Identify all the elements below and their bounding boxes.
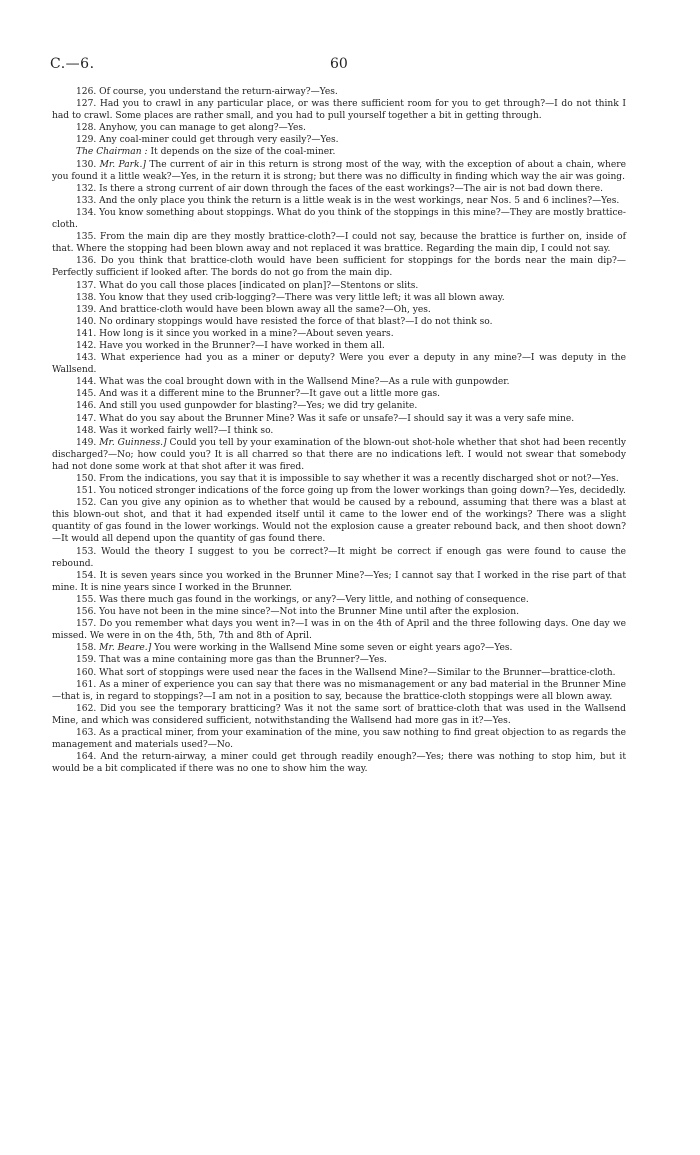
testimony-paragraph <box>52 606 626 618</box>
testimony-paragraph <box>52 594 626 606</box>
testimony-paragraph <box>52 400 626 412</box>
testimony-paragraph <box>52 703 626 727</box>
paragraph-text: Could you tell by your examination of the blown-out shot-hole whether that shot had been recently discharged?—No; how could you? It is all charred so that there are no indications left. I would not swear that somebody had not done some work at that shot after it was fired. <box>52 437 626 472</box>
paragraph-text: 154. It is seven years since you worked in the Brunner Mine?—Yes; I cannot say that I worked in the rise part of that mine. It is nine years since I worked in the Brunner. <box>52 570 626 593</box>
paragraph-text: 129. Any coal-miner could get through very easily?—Yes. <box>76 135 339 146</box>
testimony-paragraph <box>52 316 626 328</box>
document-code: C.—6. <box>50 56 95 72</box>
testimony-paragraph <box>52 340 626 352</box>
testimony-paragraph <box>52 618 626 642</box>
paragraph-text: 152. Can you give any opinion as to whether that would be caused by a rebound, assuming that there was a blast at this blown-out shot, and that it had expended itself until it came to the lower end of the workings? There was a slight quantity of gas found in the lower workings. Would not the explosion cause a greater rebound back, and then shoot down?—It would all depend upon the quantity of gas found there. <box>52 498 626 545</box>
paragraph-text: 139. And brattice-cloth would have been blown away all the same?—Oh, yes. <box>76 304 431 315</box>
question-number: 158. <box>76 643 97 654</box>
paragraph-text: 161. As a miner of experience you can say that there was no mismanagement or any bad material in the Brunner Mine—that is, in regard to stoppings?—I am not in a position to say, because the brattice-cloth stoppings were all blown away. <box>52 679 626 702</box>
paragraph-text: 164. And the return-airway, a miner could get through readily enough?—Yes; there was nothing to stop him, but it would be a bit complicated if there was no one to show him the way. <box>52 752 626 775</box>
testimony-body <box>52 86 626 775</box>
testimony-paragraph <box>52 304 626 316</box>
testimony-paragraph <box>52 183 626 195</box>
testimony-paragraph <box>52 146 626 158</box>
page-header <box>50 58 650 74</box>
paragraph-text: 163. As a practical miner, from your examination of the mine, you saw nothing to find great objection to as regards the management and materials used?—No. <box>52 727 626 751</box>
testimony-paragraph <box>52 667 626 679</box>
testimony-paragraph <box>52 134 626 146</box>
paragraph-text: It depends on the size of the coal-miner. <box>147 147 336 158</box>
paragraph-text: 148. Was it worked fairly well?—I think so. <box>76 425 274 436</box>
testimony-paragraph <box>52 231 626 255</box>
testimony-paragraph <box>52 86 626 98</box>
paragraph-text: 160. What sort of stoppings were used near the faces in the Wallsend Mine?—Similar to the Brunner—brattice-cloth. <box>76 667 616 678</box>
paragraph-text: 153. Would the theory I suggest to you be correct?—It might be correct if enough gas were found to cause the rebound. <box>52 546 626 569</box>
speaker-label: Mr. Beare.] <box>99 643 152 654</box>
paragraph-text: 141. How long is it since you worked in a mine?—About seven years. <box>76 328 394 339</box>
testimony-paragraph <box>52 642 626 654</box>
paragraph-text: 135. From the main dip are they mostly brattice-cloth?—I could not say, because the brattice is further on, inside of that. Where the stopping had been blown away and not replaced it was brattice. Regarding the main dip, I could not say. <box>52 232 626 255</box>
paragraph-text: 151. You noticed stronger indications of the force going up from the lower workings than going down?—Yes, decidedly. <box>76 486 626 497</box>
testimony-paragraph <box>52 437 626 473</box>
speaker-label: The Chairman : <box>76 147 148 158</box>
testimony-paragraph <box>52 207 626 231</box>
paragraph-text: 127. Had you to crawl in any particular place, or was there sufficient room for you to get through?—I do not think I had to crawl. Some places are rather small, and you had to pull yourself together a bit in getting through. <box>52 99 626 122</box>
testimony-paragraph <box>52 292 626 304</box>
testimony-paragraph <box>52 159 626 183</box>
testimony-paragraph <box>52 280 626 292</box>
paragraph-text: 126. Of course, you understand the return-airway?—Yes. <box>76 87 338 97</box>
testimony-paragraph <box>52 122 626 134</box>
paragraph-text: 155. Was there much gas found in the workings, or any?—Very little, and nothing of consequence. <box>76 594 529 605</box>
paragraph-text: 157. Do you remember what days you went in?—I was in on the 4th of April and the three following days. One day we missed. We were in on the 4th, 5th, 7th and 8th of April. <box>52 619 626 642</box>
testimony-paragraph <box>52 376 626 388</box>
testimony-paragraph <box>52 98 626 122</box>
testimony-paragraph <box>52 195 626 207</box>
paragraph-text: 137. What do you call those places [indicated on plan]?—Stentons or slits. <box>76 280 419 291</box>
testimony-paragraph <box>52 425 626 437</box>
testimony-paragraph <box>52 497 626 545</box>
testimony-paragraph <box>52 473 626 485</box>
paragraph-text: 144. What was the coal brought down with in the Wallsend Mine?—As a rule with gunpowder. <box>76 377 510 388</box>
paragraph-text: 150. From the indications, you say that it is impossible to say whether it was a recently discharged shot or not?—Yes. <box>76 474 619 484</box>
paragraph-text: 159. That was a mine containing more gas than the Brunner?—Yes. <box>76 655 387 666</box>
paragraph-text: You were working in the Wallsend Mine some seven or eight years ago?—Yes. <box>151 643 513 654</box>
speaker-label: Mr. Guinness.] <box>99 437 167 448</box>
testimony-paragraph <box>52 352 626 376</box>
question-number: 130. <box>76 159 97 170</box>
paragraph-text: 145. And was it a different mine to the Brunner?—It gave out a little more gas. <box>76 389 441 400</box>
question-number: 149. <box>76 437 97 448</box>
paragraph-text: 138. You know that they used crib-logging?—There was very little left; it was all blown away. <box>76 292 505 303</box>
testimony-paragraph <box>52 546 626 570</box>
paragraph-text: 147. What do you say about the Brunner Mine? Was it safe or unsafe?—I should say it was a very safe mine. <box>76 413 575 424</box>
paragraph-text: 156. You have not been in the mine since?—Not into the Brunner Mine until after the explosion. <box>76 607 519 618</box>
testimony-paragraph <box>52 727 626 751</box>
paragraph-text: 133. And the only place you think the return is a little weak is in the west workings, near Nos. 5 and 6 inclines?—Yes. <box>76 195 620 206</box>
testimony-paragraph <box>52 328 626 340</box>
paragraph-text: 143. What experience had you as a miner or deputy? Were you ever a deputy in any mine?—I was deputy in the Wallsend. <box>52 353 626 376</box>
paragraph-text: 142. Have you worked in the Brunner?—I have worked in them all. <box>76 340 385 351</box>
testimony-paragraph <box>52 388 626 400</box>
testimony-paragraph <box>52 413 626 425</box>
paragraph-text: 132. Is there a strong current of air down through the faces of the east workings?—The air is not bad down there. <box>76 183 604 194</box>
testimony-paragraph <box>52 255 626 279</box>
testimony-paragraph <box>52 570 626 594</box>
paragraph-text: 134. You know something about stoppings. What do you think of the stoppings in this mine?—They are mostly brattice-cloth. <box>52 207 626 231</box>
testimony-paragraph <box>52 654 626 666</box>
speaker-label: Mr. Park.] <box>99 159 146 170</box>
paragraph-text: 128. Anyhow, you can manage to get along?—Yes. <box>76 123 306 134</box>
testimony-paragraph <box>52 751 626 775</box>
paragraph-text: 136. Do you think that brattice-cloth would have been sufficient for stoppings for the bords near the main dip?—Perfectly sufficient if looked after. The bords do not go from the main dip. <box>52 256 626 279</box>
paragraph-text: 140. No ordinary stoppings would have resisted the force of that blast?—I do not think so. <box>76 316 493 327</box>
testimony-paragraph <box>52 679 626 703</box>
paragraph-text: 162. Did you see the temporary bratticing? Was it not the same sort of brattice-cloth that was used in the Wallsend Mine, and which was considered sufficient, notwithstanding the Wallsend had more gas in it?—Yes. <box>52 703 626 726</box>
page-number: 60 <box>330 56 348 72</box>
paragraph-text: The current of air in this return is strong most of the way, with the exception of about a chain, where you found it a little weak?—Yes, in the return it is strong; but there was no difficulty in finding which way the air was going. <box>52 159 626 182</box>
paragraph-text: 146. And still you used gunpowder for blasting?—Yes; we did try gelanite. <box>76 401 418 412</box>
testimony-paragraph <box>52 485 626 497</box>
